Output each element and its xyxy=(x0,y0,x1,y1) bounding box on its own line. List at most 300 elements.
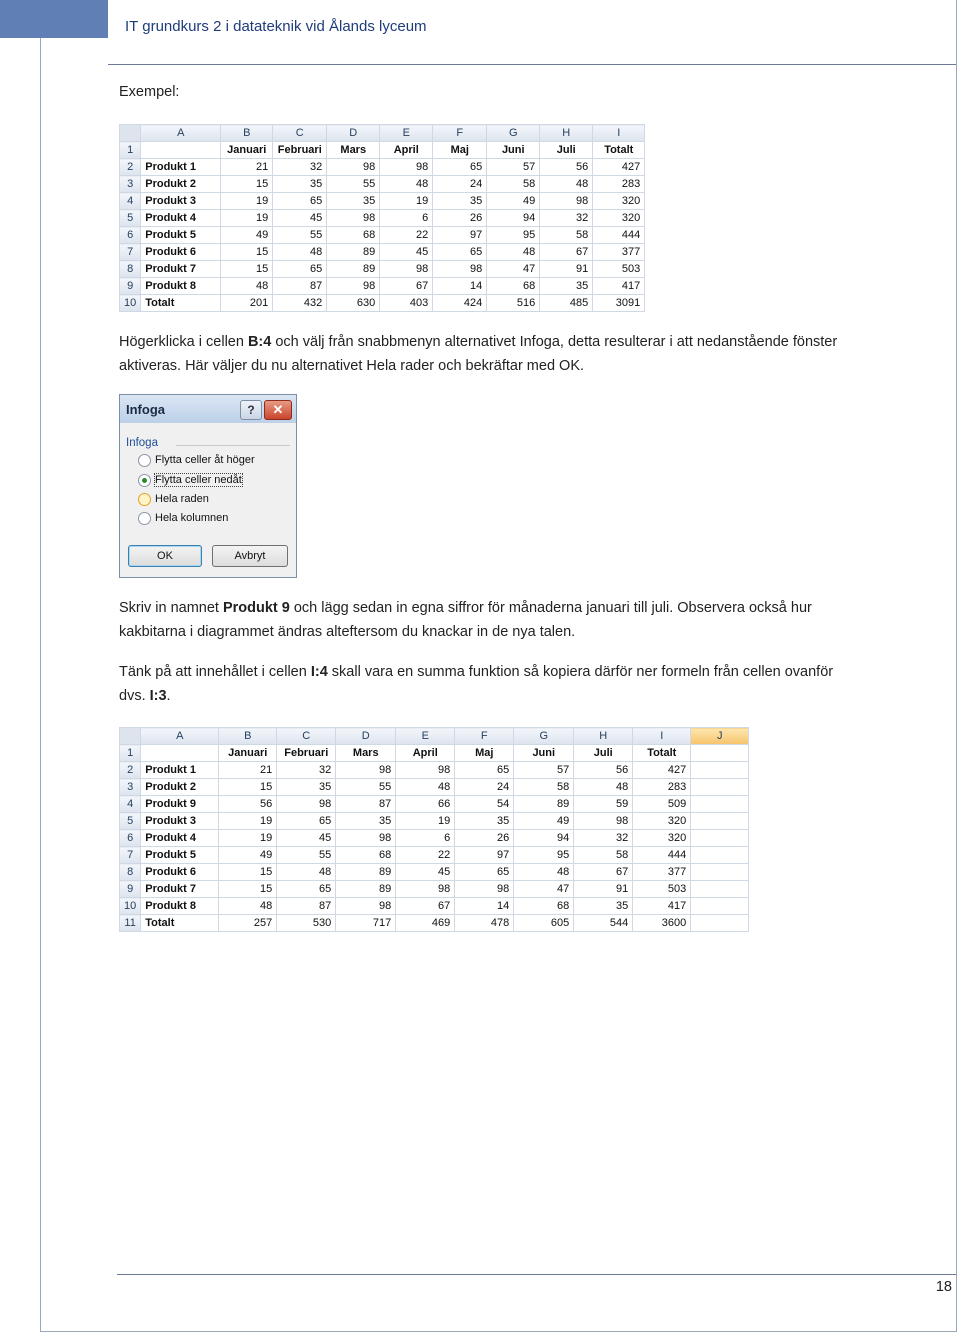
value-cell[interactable]: 97 xyxy=(455,847,514,864)
value-cell[interactable]: 35 xyxy=(433,193,487,210)
product-name-cell[interactable]: Produkt 8 xyxy=(141,278,221,295)
value-cell[interactable]: 444 xyxy=(633,847,691,864)
value-cell[interactable]: 257 xyxy=(219,915,277,932)
empty-cell[interactable] xyxy=(691,864,749,881)
table-row xyxy=(120,762,749,779)
value-cell[interactable]: 89 xyxy=(514,796,574,813)
option-shift-down[interactable] xyxy=(138,472,242,488)
value-cell[interactable]: 14 xyxy=(455,898,514,915)
product-name-cell[interactable]: Produkt 3 xyxy=(141,813,219,830)
footer-divider xyxy=(117,1274,956,1275)
value-cell[interactable]: 503 xyxy=(633,881,691,898)
paragraph3-text: skall vara en summa funktion så kopiera därför ner formeln från cellen ovanför dvs. xyxy=(119,664,834,704)
dialog-titlebar xyxy=(120,395,296,423)
option-entire-column[interactable] xyxy=(138,510,228,526)
row-header[interactable]: 1 xyxy=(120,745,141,762)
column-header-c[interactable]: C xyxy=(273,125,327,142)
header-cell[interactable] xyxy=(691,745,749,762)
header-cell[interactable]: Februari xyxy=(273,142,327,159)
value-cell[interactable]: 6 xyxy=(380,210,433,227)
value-cell[interactable]: 417 xyxy=(633,898,691,915)
table-row xyxy=(120,847,749,864)
value-cell[interactable]: 48 xyxy=(514,864,574,881)
value-cell[interactable]: 24 xyxy=(433,176,487,193)
empty-cell[interactable] xyxy=(691,796,749,813)
value-cell[interactable]: 22 xyxy=(396,847,455,864)
table-row xyxy=(120,261,645,278)
value-cell[interactable]: 98 xyxy=(396,762,455,779)
row-header[interactable]: 3 xyxy=(120,176,141,193)
value-cell[interactable]: 469 xyxy=(396,915,455,932)
product-name-cell[interactable]: Produkt 9 xyxy=(141,796,219,813)
value-cell[interactable]: 65 xyxy=(455,762,514,779)
paragraph3-bold: I:4 xyxy=(310,664,328,680)
value-cell[interactable]: 65 xyxy=(455,864,514,881)
value-cell[interactable]: 94 xyxy=(514,830,574,847)
header-accent-block xyxy=(0,0,108,38)
value-cell[interactable]: 15 xyxy=(219,779,277,796)
value-cell[interactable]: 98 xyxy=(277,796,336,813)
value-cell[interactable]: 49 xyxy=(221,227,273,244)
option-shift-right[interactable] xyxy=(138,452,255,468)
row-header[interactable]: 8 xyxy=(120,261,141,278)
row-header[interactable]: 9 xyxy=(120,881,141,898)
header-cell[interactable]: Totalt xyxy=(593,142,645,159)
value-cell[interactable]: 45 xyxy=(380,244,433,261)
value-cell[interactable]: 15 xyxy=(221,244,273,261)
spreadsheet-before xyxy=(119,124,645,312)
header-cell[interactable]: Juni xyxy=(514,745,574,762)
value-cell[interactable]: 3600 xyxy=(633,915,691,932)
empty-cell[interactable] xyxy=(691,915,749,932)
table-row xyxy=(120,295,645,312)
value-cell[interactable]: 48 xyxy=(540,176,593,193)
paragraph1-bold: B:4 xyxy=(247,334,272,350)
paragraph-enter-product xyxy=(119,596,869,644)
row-header[interactable]: 5 xyxy=(120,813,141,830)
product-name-cell[interactable]: Produkt 5 xyxy=(141,227,221,244)
value-cell[interactable]: 605 xyxy=(514,915,574,932)
empty-cell[interactable] xyxy=(691,762,749,779)
row-header[interactable]: 1 xyxy=(120,142,141,159)
product-name-cell[interactable]: Produkt 4 xyxy=(141,210,221,227)
value-cell[interactable]: 57 xyxy=(487,159,540,176)
header-cell[interactable]: Juni xyxy=(487,142,540,159)
value-cell[interactable]: 98 xyxy=(396,881,455,898)
column-header-b[interactable]: B xyxy=(219,728,277,745)
value-cell[interactable]: 67 xyxy=(574,864,633,881)
value-cell[interactable]: 19 xyxy=(396,813,455,830)
value-cell[interactable]: 24 xyxy=(455,779,514,796)
value-cell[interactable]: 65 xyxy=(277,881,336,898)
value-cell[interactable]: 717 xyxy=(336,915,396,932)
empty-cell[interactable] xyxy=(691,813,749,830)
row-header[interactable]: 2 xyxy=(120,762,141,779)
value-cell[interactable]: 55 xyxy=(273,227,327,244)
table-row xyxy=(120,864,749,881)
value-cell[interactable]: 21 xyxy=(219,762,277,779)
option-label: Hela kolumnen xyxy=(155,512,229,524)
value-cell[interactable]: 48 xyxy=(221,278,273,295)
value-cell[interactable]: 56 xyxy=(540,159,593,176)
product-name-cell[interactable]: Produkt 8 xyxy=(141,898,219,915)
value-cell[interactable]: 320 xyxy=(593,210,645,227)
radio-icon[interactable] xyxy=(138,512,151,525)
paragraph3-bold: I:3 xyxy=(149,688,167,704)
close-button[interactable]: ✕ xyxy=(264,400,292,420)
value-cell[interactable]: 89 xyxy=(327,244,380,261)
value-cell[interactable]: 3091 xyxy=(593,295,645,312)
value-cell[interactable]: 95 xyxy=(514,847,574,864)
value-cell[interactable]: 432 xyxy=(273,295,327,312)
row-header[interactable]: 8 xyxy=(120,864,141,881)
row-header[interactable]: 7 xyxy=(120,244,141,261)
value-cell[interactable]: 89 xyxy=(336,864,396,881)
row-header[interactable]: 6 xyxy=(120,227,141,244)
value-cell[interactable]: 58 xyxy=(487,176,540,193)
header-cell[interactable]: Mars xyxy=(336,745,396,762)
column-header-e[interactable]: E xyxy=(380,125,433,142)
value-cell[interactable]: 45 xyxy=(277,830,336,847)
value-cell[interactable]: 19 xyxy=(221,193,273,210)
product-name-cell[interactable]: Produkt 5 xyxy=(141,847,219,864)
table-row xyxy=(120,745,749,762)
table-row xyxy=(120,142,645,159)
value-cell[interactable]: 45 xyxy=(273,210,327,227)
value-cell[interactable]: 32 xyxy=(574,830,633,847)
column-header-a[interactable]: A xyxy=(141,125,221,142)
value-cell[interactable]: 417 xyxy=(593,278,645,295)
value-cell[interactable]: 98 xyxy=(574,813,633,830)
value-cell[interactable]: 55 xyxy=(327,176,380,193)
value-cell[interactable]: 89 xyxy=(336,881,396,898)
header-cell[interactable]: Juli xyxy=(540,142,593,159)
value-cell[interactable]: 19 xyxy=(219,813,277,830)
value-cell[interactable]: 48 xyxy=(219,898,277,915)
value-cell[interactable]: 509 xyxy=(633,796,691,813)
value-cell[interactable]: 32 xyxy=(273,159,327,176)
row-header[interactable]: 10 xyxy=(120,898,141,915)
value-cell[interactable]: 57 xyxy=(514,762,574,779)
value-cell[interactable]: 320 xyxy=(633,830,691,847)
value-cell[interactable]: 444 xyxy=(593,227,645,244)
column-header-row xyxy=(120,125,645,142)
dialog-title: Infoga xyxy=(126,402,165,417)
value-cell[interactable]: 98 xyxy=(327,210,380,227)
column-header-a[interactable]: A xyxy=(141,728,219,745)
header-cell[interactable]: April xyxy=(380,142,433,159)
value-cell[interactable]: 94 xyxy=(487,210,540,227)
column-header-row xyxy=(120,728,749,745)
header-divider xyxy=(108,64,956,65)
value-cell[interactable]: 87 xyxy=(336,796,396,813)
empty-cell[interactable] xyxy=(691,779,749,796)
value-cell[interactable]: 65 xyxy=(273,193,327,210)
header-cell[interactable]: Maj xyxy=(455,745,514,762)
value-cell[interactable]: 19 xyxy=(221,210,273,227)
empty-cell[interactable] xyxy=(691,830,749,847)
spreadsheet-after xyxy=(119,727,749,932)
value-cell[interactable]: 544 xyxy=(574,915,633,932)
value-cell[interactable]: 22 xyxy=(380,227,433,244)
value-cell[interactable]: 56 xyxy=(574,762,633,779)
value-cell[interactable]: 35 xyxy=(336,813,396,830)
option-label: Flytta celler åt höger xyxy=(155,454,255,466)
row-header[interactable]: 9 xyxy=(120,278,141,295)
value-cell[interactable]: 67 xyxy=(380,278,433,295)
example-label: Exempel: xyxy=(119,84,180,100)
value-cell[interactable]: 98 xyxy=(433,261,487,278)
table-row xyxy=(120,915,749,932)
value-cell[interactable]: 32 xyxy=(540,210,593,227)
header-cell[interactable]: April xyxy=(396,745,455,762)
cancel-button[interactable]: Avbryt xyxy=(212,545,288,567)
product-name-cell[interactable]: Produkt 7 xyxy=(141,261,221,278)
value-cell[interactable]: 14 xyxy=(433,278,487,295)
product-name-cell[interactable]: Produkt 1 xyxy=(141,159,221,176)
insert-dialog xyxy=(119,394,297,578)
paragraph3-text: Tänk på att innehållet i cellen xyxy=(119,664,311,680)
value-cell[interactable]: 403 xyxy=(380,295,433,312)
table-row xyxy=(120,244,645,261)
value-cell[interactable]: 65 xyxy=(433,159,487,176)
header-cell[interactable] xyxy=(141,745,219,762)
value-cell[interactable]: 35 xyxy=(273,176,327,193)
value-cell[interactable]: 48 xyxy=(273,244,327,261)
column-header-g[interactable]: G xyxy=(487,125,540,142)
value-cell[interactable]: 424 xyxy=(433,295,487,312)
value-cell[interactable]: 87 xyxy=(277,898,336,915)
product-name-cell[interactable]: Produkt 4 xyxy=(141,830,219,847)
value-cell[interactable]: 98 xyxy=(336,762,396,779)
value-cell[interactable]: 65 xyxy=(273,261,327,278)
value-cell[interactable]: 58 xyxy=(574,847,633,864)
value-cell[interactable]: 54 xyxy=(455,796,514,813)
value-cell[interactable]: 35 xyxy=(540,278,593,295)
radio-hover-icon[interactable] xyxy=(138,493,151,506)
product-name-cell[interactable]: Produkt 6 xyxy=(141,244,221,261)
product-name-cell[interactable]: Produkt 2 xyxy=(141,176,221,193)
value-cell[interactable]: 97 xyxy=(433,227,487,244)
column-header-d[interactable]: D xyxy=(327,125,380,142)
value-cell[interactable]: 98 xyxy=(455,881,514,898)
value-cell[interactable]: 98 xyxy=(380,261,433,278)
paragraph3-text: . xyxy=(166,688,171,704)
column-header-c[interactable]: C xyxy=(277,728,336,745)
table-row xyxy=(120,830,749,847)
value-cell[interactable]: 630 xyxy=(327,295,380,312)
header-cell[interactable]: Februari xyxy=(277,745,336,762)
value-cell[interactable]: 48 xyxy=(396,779,455,796)
select-all-corner[interactable] xyxy=(120,125,141,142)
radio-checked-icon[interactable] xyxy=(138,474,151,487)
column-header-f[interactable]: F xyxy=(433,125,487,142)
value-cell[interactable]: 55 xyxy=(336,779,396,796)
value-cell[interactable]: 377 xyxy=(593,244,645,261)
value-cell[interactable]: 47 xyxy=(487,261,540,278)
value-cell[interactable]: 98 xyxy=(327,159,380,176)
value-cell[interactable]: 427 xyxy=(633,762,691,779)
value-cell[interactable]: 47 xyxy=(514,881,574,898)
header-cell[interactable]: Maj xyxy=(433,142,487,159)
value-cell[interactable]: 45 xyxy=(396,864,455,881)
header-cell[interactable]: Mars xyxy=(327,142,380,159)
header-cell[interactable]: Juli xyxy=(574,745,633,762)
column-header-e[interactable]: E xyxy=(396,728,455,745)
value-cell[interactable]: 485 xyxy=(540,295,593,312)
option-entire-row[interactable] xyxy=(138,491,209,507)
empty-cell[interactable] xyxy=(691,881,749,898)
value-cell[interactable]: 503 xyxy=(593,261,645,278)
paragraph2-text: och lägg sedan in egna siffror för månaderna januari till juli. Observera också hur kakbitarna i diagrammet ändras alteftersom du knackar in de nya talen. xyxy=(119,600,812,640)
column-header-g[interactable]: G xyxy=(514,728,574,745)
paragraph2-text: Skriv in namnet xyxy=(119,600,223,616)
value-cell[interactable]: 98 xyxy=(336,830,396,847)
row-header[interactable]: 2 xyxy=(120,159,141,176)
header-cell[interactable] xyxy=(141,142,221,159)
table-row xyxy=(120,796,749,813)
table-row xyxy=(120,278,645,295)
value-cell[interactable]: 91 xyxy=(574,881,633,898)
value-cell[interactable]: 530 xyxy=(277,915,336,932)
value-cell[interactable]: 87 xyxy=(273,278,327,295)
value-cell[interactable]: 377 xyxy=(633,864,691,881)
paragraph-insert-instructions xyxy=(119,330,879,378)
header-cell[interactable]: Januari xyxy=(221,142,273,159)
option-label: Flytta celler nedåt xyxy=(155,474,242,486)
value-cell[interactable]: 68 xyxy=(336,847,396,864)
value-cell[interactable]: 48 xyxy=(277,864,336,881)
product-name-cell[interactable]: Produkt 3 xyxy=(141,193,221,210)
value-cell[interactable]: 91 xyxy=(540,261,593,278)
dialog-group-label: Infoga xyxy=(126,437,158,449)
value-cell[interactable]: 58 xyxy=(540,227,593,244)
value-cell[interactable]: 15 xyxy=(221,261,273,278)
product-name-cell[interactable]: Produkt 6 xyxy=(141,864,219,881)
row-header[interactable]: 6 xyxy=(120,830,141,847)
value-cell[interactable]: 68 xyxy=(327,227,380,244)
value-cell[interactable]: 56 xyxy=(219,796,277,813)
row-header[interactable]: 3 xyxy=(120,779,141,796)
product-name-cell[interactable]: Totalt xyxy=(141,915,219,932)
column-header-h[interactable]: H xyxy=(574,728,633,745)
value-cell[interactable]: 66 xyxy=(396,796,455,813)
value-cell[interactable]: 32 xyxy=(277,762,336,779)
help-button[interactable]: ? xyxy=(240,400,262,420)
column-header-d[interactable]: D xyxy=(336,728,396,745)
value-cell[interactable]: 48 xyxy=(380,176,433,193)
value-cell[interactable]: 478 xyxy=(455,915,514,932)
value-cell[interactable]: 19 xyxy=(219,830,277,847)
value-cell[interactable]: 67 xyxy=(396,898,455,915)
value-cell[interactable]: 48 xyxy=(487,244,540,261)
table-row xyxy=(120,176,645,193)
value-cell[interactable]: 19 xyxy=(380,193,433,210)
table-row xyxy=(120,779,749,796)
value-cell[interactable]: 55 xyxy=(277,847,336,864)
column-header-f[interactable]: F xyxy=(455,728,514,745)
row-header[interactable]: 11 xyxy=(120,915,141,932)
product-name-cell[interactable]: Produkt 1 xyxy=(141,762,219,779)
value-cell[interactable]: 201 xyxy=(221,295,273,312)
value-cell[interactable]: 35 xyxy=(455,813,514,830)
table-row xyxy=(120,210,645,227)
value-cell[interactable]: 35 xyxy=(327,193,380,210)
header-cell[interactable]: Totalt xyxy=(633,745,691,762)
value-cell[interactable]: 98 xyxy=(336,898,396,915)
product-name-cell[interactable]: Produkt 2 xyxy=(141,779,219,796)
value-cell[interactable]: 49 xyxy=(487,193,540,210)
option-label: Hela raden xyxy=(155,493,209,505)
value-cell[interactable]: 15 xyxy=(219,864,277,881)
value-cell[interactable]: 49 xyxy=(514,813,574,830)
value-cell[interactable]: 67 xyxy=(540,244,593,261)
value-cell[interactable]: 26 xyxy=(455,830,514,847)
column-header-i[interactable]: I xyxy=(633,728,691,745)
row-header[interactable]: 7 xyxy=(120,847,141,864)
value-cell[interactable]: 65 xyxy=(277,813,336,830)
value-cell[interactable]: 21 xyxy=(221,159,273,176)
table-row xyxy=(120,813,749,830)
empty-cell[interactable] xyxy=(691,898,749,915)
value-cell[interactable]: 26 xyxy=(433,210,487,227)
value-cell[interactable]: 58 xyxy=(514,779,574,796)
column-header-j[interactable]: J xyxy=(691,728,749,745)
value-cell[interactable]: 283 xyxy=(593,176,645,193)
row-header[interactable]: 4 xyxy=(120,193,141,210)
table-row xyxy=(120,881,749,898)
product-name-cell[interactable]: Produkt 7 xyxy=(141,881,219,898)
value-cell[interactable]: 48 xyxy=(574,779,633,796)
column-header-h[interactable]: H xyxy=(540,125,593,142)
value-cell[interactable]: 35 xyxy=(574,898,633,915)
value-cell[interactable]: 98 xyxy=(380,159,433,176)
value-cell[interactable]: 95 xyxy=(487,227,540,244)
value-cell[interactable]: 427 xyxy=(593,159,645,176)
value-cell[interactable]: 68 xyxy=(514,898,574,915)
empty-cell[interactable] xyxy=(691,847,749,864)
row-header[interactable]: 5 xyxy=(120,210,141,227)
value-cell[interactable]: 320 xyxy=(593,193,645,210)
select-all-corner[interactable] xyxy=(120,728,141,745)
value-cell[interactable]: 49 xyxy=(219,847,277,864)
value-cell[interactable]: 35 xyxy=(277,779,336,796)
column-header-i[interactable]: I xyxy=(593,125,645,142)
table-row xyxy=(120,898,749,915)
value-cell[interactable]: 98 xyxy=(540,193,593,210)
header-cell[interactable]: Januari xyxy=(219,745,277,762)
column-header-b[interactable]: B xyxy=(221,125,273,142)
value-cell[interactable]: 68 xyxy=(487,278,540,295)
value-cell[interactable]: 283 xyxy=(633,779,691,796)
paragraph1-text: och välj från snabbmenyn alternativet Infoga, detta resulterar i att nedanstående fönster aktiveras. Här väljer du nu alternativet Hela rader och bekräftar med OK. xyxy=(119,334,838,374)
value-cell[interactable]: 65 xyxy=(433,244,487,261)
value-cell[interactable]: 6 xyxy=(396,830,455,847)
ok-button[interactable]: OK xyxy=(128,545,202,567)
radio-icon[interactable] xyxy=(138,454,151,467)
product-name-cell[interactable]: Totalt xyxy=(141,295,221,312)
value-cell[interactable]: 89 xyxy=(327,261,380,278)
value-cell[interactable]: 320 xyxy=(633,813,691,830)
value-cell[interactable]: 15 xyxy=(221,176,273,193)
row-header[interactable]: 4 xyxy=(120,796,141,813)
row-header[interactable]: 10 xyxy=(120,295,141,312)
value-cell[interactable]: 15 xyxy=(219,881,277,898)
value-cell[interactable]: 516 xyxy=(487,295,540,312)
value-cell[interactable]: 98 xyxy=(327,278,380,295)
value-cell[interactable]: 59 xyxy=(574,796,633,813)
paragraph1-text: Högerklicka i cellen xyxy=(119,334,248,350)
